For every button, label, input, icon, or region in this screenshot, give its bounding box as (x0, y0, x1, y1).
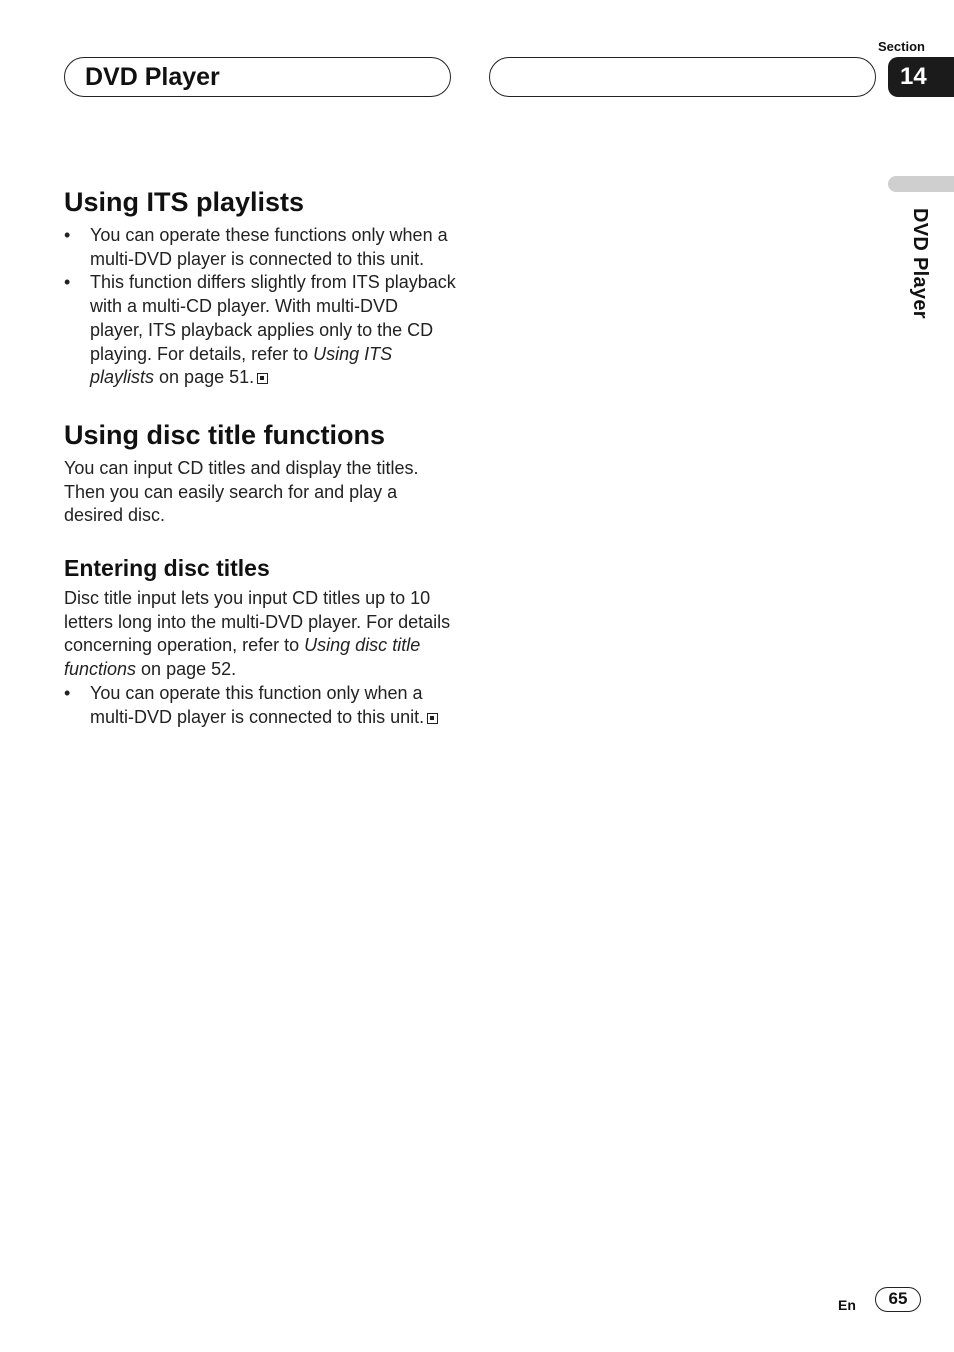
entering-disc-titles-body (64, 587, 456, 682)
header-title-bar (64, 57, 451, 97)
disc-title-intro: You can input CD titles and display the titles. Then you can easily search for and play a desired disc. (64, 457, 419, 526)
end-mark-icon (257, 373, 268, 384)
side-tab (888, 176, 954, 192)
its-bullet-2-text: This function differs slightly from ITS playback with a multi-CD player. With multi-DVD player, ITS playback applies only to the CD playing. For details, refer to (90, 272, 456, 364)
entering-bullet-1: You can operate this function only when a multi-DVD player is connected to this unit. (90, 682, 425, 727)
its-bullet-2-tail: on page 51. (154, 367, 255, 388)
its-bullet-2-reference: Using ITS playlists (90, 343, 393, 388)
its-bullet-list (64, 224, 456, 390)
header-blank-bar (489, 57, 876, 97)
entering-body-reference: Using disc title functions (64, 635, 421, 680)
its-bullet-1: You can operate these functions only when a multi-DVD player is connected to this unit. (90, 225, 448, 269)
list-item (64, 224, 456, 271)
list-item (64, 271, 456, 390)
heading-using-its-playlists: Using ITS playlists (64, 187, 305, 217)
section-label: Section (878, 39, 925, 54)
header-title: DVD Player (85, 63, 220, 91)
page-number: 65 (875, 1287, 921, 1312)
section-number-badge: 14 (888, 57, 954, 97)
end-mark-icon (427, 713, 438, 724)
heading-using-disc-title-functions: Using disc title functions (64, 419, 386, 450)
side-tab-label: DVD Player (909, 208, 931, 319)
main-content (64, 184, 456, 729)
heading-entering-disc-titles: Entering disc titles (64, 555, 270, 582)
list-item (64, 682, 456, 729)
footer-language: En (838, 1297, 856, 1313)
entering-body-text: Disc title input lets you input CD titles up to 10 letters long into the multi-DVD player. For details concerning operation, refer to (64, 588, 451, 656)
entering-body-tail: on page 52. (136, 659, 237, 680)
entering-bullet-list (64, 682, 456, 729)
